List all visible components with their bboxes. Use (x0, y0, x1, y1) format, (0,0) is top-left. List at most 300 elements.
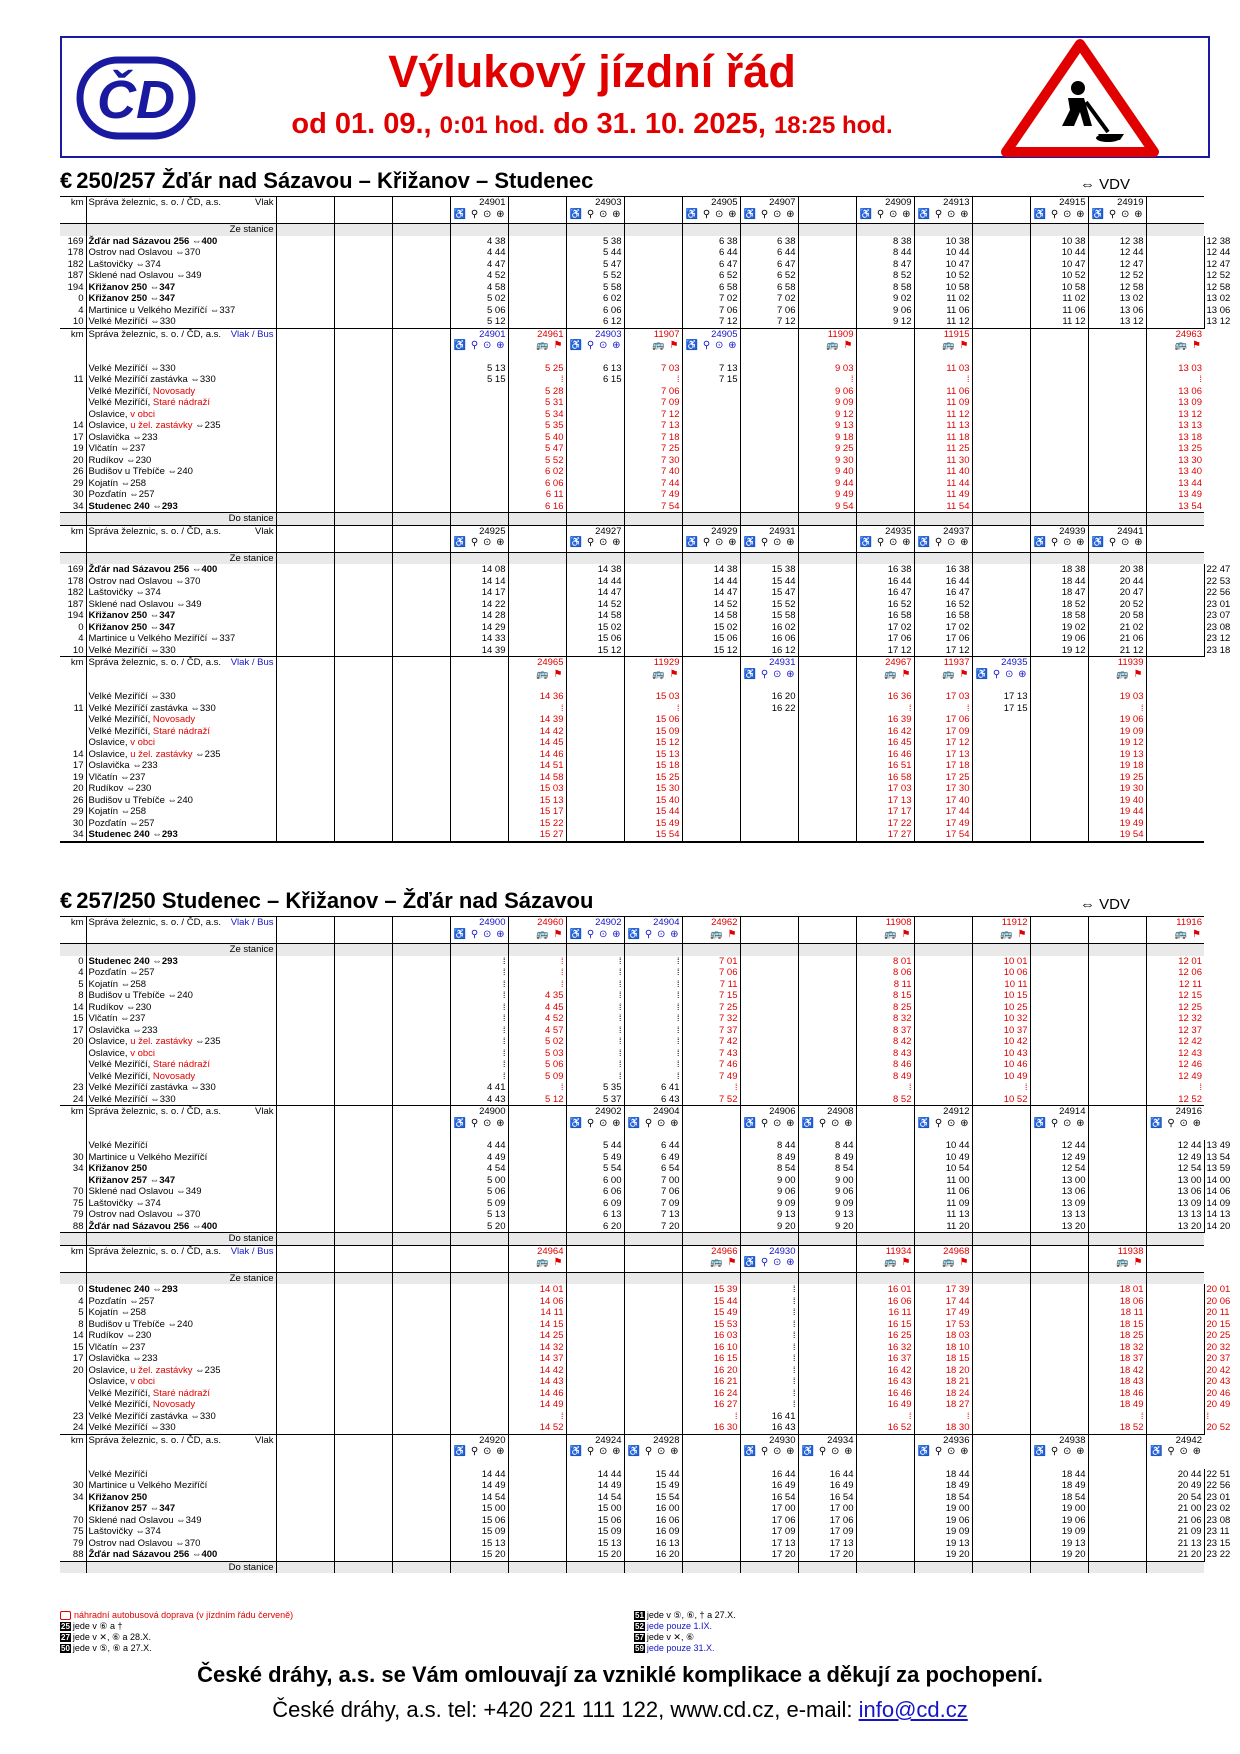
cell (682, 683, 740, 691)
cell (972, 1342, 1030, 1354)
station-name: Pozďatín ⇔257 (86, 967, 276, 979)
cell (798, 783, 856, 795)
table-row (60, 683, 1208, 691)
station-name: Žďár nad Sázavou 256 ⇔400 (86, 1221, 276, 1233)
station-name: Sklené nad Oslavou ⇔349 (86, 270, 276, 282)
cell (508, 576, 566, 588)
cell (798, 316, 856, 328)
departure-time: 19 54 (1088, 829, 1146, 842)
cell (334, 259, 392, 271)
departure-time: ⁞ (508, 979, 566, 991)
table-row (60, 599, 1208, 611)
cell (1088, 374, 1146, 386)
station-name: Ostrov nad Oslavou ⇔370 (86, 576, 276, 588)
cell (856, 1469, 914, 1481)
legend-item: 51 jede v ⑤, ⑥, † a 27.X. (635, 1610, 736, 1620)
cell (334, 328, 392, 355)
cell (740, 737, 798, 749)
departure-time: 9 54 (798, 501, 856, 513)
departure-time: 15 02 (566, 622, 624, 634)
departure-time: 7 02 (740, 293, 798, 305)
cell: 14 (72, 420, 84, 431)
cell (334, 760, 392, 772)
departure-time: 12 54 (1030, 1163, 1088, 1175)
departure-time: 18 11 (1088, 1307, 1146, 1319)
departure-time: 14 58 (682, 610, 740, 622)
cell (624, 599, 682, 611)
cell (1088, 1132, 1146, 1140)
cell (566, 760, 624, 772)
cell (856, 1526, 914, 1538)
cell (798, 1388, 856, 1400)
departure-time: 13 59 (1204, 1163, 1208, 1175)
train-number: 24914 ♿ ⚲ ⊙ ⊕ (1030, 1106, 1088, 1133)
cell (1146, 726, 1204, 738)
station-name: Oslavice, u žel. zastávky ⇔235 (86, 1036, 276, 1048)
cell (1030, 783, 1088, 795)
station-name: Křižanov 257 ⇔347 (86, 1503, 276, 1515)
cell (334, 1175, 392, 1187)
cell (334, 1152, 392, 1164)
legend-item: 27 jede v ✕, ⑥ a 28.X. (61, 1632, 152, 1642)
timetable-return (60, 916, 1231, 1573)
station-name: Velké Meziříčí zastávka ⇔330 (86, 374, 276, 386)
cell (392, 599, 450, 611)
departure-time: 13 06 (1030, 1186, 1088, 1198)
train-number: 24927 ♿ ⚲ ⊙ ⊕ (566, 525, 624, 552)
cell (276, 1233, 334, 1246)
cell (450, 501, 508, 513)
departure-time: 14 37 (508, 1353, 566, 1365)
table-row (60, 610, 1208, 622)
cell (1146, 783, 1204, 795)
train-number: 24938 ♿ ⚲ ⊙ ⊕ (1030, 1434, 1088, 1461)
station-name: Velké Meziříčí, Staré nádraží (86, 1059, 276, 1071)
cell (334, 1411, 392, 1423)
departure-time: 15 39 (682, 1284, 740, 1296)
cell (276, 247, 334, 259)
cell (1088, 1538, 1146, 1550)
departure-time: 16 45 (856, 737, 914, 749)
cell (740, 420, 798, 432)
cell (1088, 1233, 1146, 1246)
cell (1146, 657, 1204, 684)
cell (276, 691, 334, 703)
cell (450, 772, 508, 784)
station-name: Rudíkov ⇔230 (86, 1002, 276, 1014)
departure-time: 17 44 (914, 806, 972, 818)
cell (508, 1233, 566, 1246)
header-banner (60, 36, 1210, 158)
table-row (60, 1140, 1208, 1152)
cell (914, 956, 972, 968)
cell (392, 1221, 450, 1233)
cell (682, 513, 740, 526)
departure-time: 13 06 (1088, 305, 1146, 317)
cell (798, 564, 856, 576)
table-row (60, 1163, 1208, 1175)
cell (392, 737, 450, 749)
cell (972, 1186, 1030, 1198)
departure-time: 14 44 (450, 1469, 508, 1481)
cell (392, 1422, 450, 1434)
departure-time: 17 49 (914, 818, 972, 830)
cell (566, 1296, 624, 1308)
cell (334, 1469, 392, 1481)
cell (334, 355, 392, 363)
cell (450, 703, 508, 715)
cell (624, 1342, 682, 1354)
cell (334, 1132, 392, 1140)
departure-time: 15 49 (624, 818, 682, 830)
departure-time: 7 49 (624, 489, 682, 501)
departure-time: 12 25 (1146, 1002, 1204, 1014)
departure-time: 6 20 (566, 1221, 624, 1233)
departure-time: 17 27 (856, 829, 914, 842)
cell (450, 513, 508, 526)
train-number: 11934 🚌 ⚑ (856, 1245, 914, 1272)
departure-time: 15 40 (624, 795, 682, 807)
departure-time: 19 09 (1030, 1526, 1088, 1538)
cell (798, 1002, 856, 1014)
cell (914, 513, 972, 526)
legend-item: 59 jede pouze 31.X. (635, 1643, 715, 1653)
cell (1088, 944, 1146, 956)
cell (276, 829, 334, 842)
departure-time: 16 42 (856, 726, 914, 738)
cell (276, 1469, 334, 1481)
cell (1030, 917, 1088, 944)
email-link[interactable]: info@cd.cz (858, 1697, 968, 1722)
departure-time: 5 09 (450, 1198, 508, 1210)
departure-time: 11 06 (914, 1186, 972, 1198)
departure-time: 16 37 (856, 1353, 914, 1365)
table-row (60, 917, 1208, 944)
cell: Ze stanice (86, 224, 276, 236)
departure-time: 17 00 (740, 1503, 798, 1515)
cell (856, 1152, 914, 1164)
departure-time: ⁞ (740, 1284, 798, 1296)
cell (1030, 829, 1088, 842)
departure-time: 7 06 (682, 305, 740, 317)
departure-time: 5 20 (450, 1221, 508, 1233)
cell (1088, 1434, 1146, 1461)
cell (334, 386, 392, 398)
departure-time: 8 47 (856, 259, 914, 271)
table-row (60, 478, 1208, 490)
cell (334, 990, 392, 1002)
facilities-icon: ♿ ⚲ ⊙ ⊕ (743, 1446, 796, 1457)
cell (276, 1330, 334, 1342)
departure-time: 15 44 (740, 576, 798, 588)
cell (914, 944, 972, 956)
bus-icon: 🚌 ⚑ (1000, 928, 1028, 940)
departure-time: 9 40 (798, 466, 856, 478)
cell: Ze stanice (86, 1272, 276, 1284)
departure-time: 13 02 (1204, 293, 1208, 305)
departure-time: 9 06 (798, 386, 856, 398)
cell (566, 829, 624, 842)
departure-time: ⁞ (740, 1376, 798, 1388)
cell (972, 552, 1030, 564)
cell (86, 1461, 276, 1469)
cell (798, 1059, 856, 1071)
cell (276, 917, 334, 944)
cell (1088, 397, 1146, 409)
cell (60, 1388, 86, 1400)
cell (798, 1376, 856, 1388)
cell (392, 1296, 450, 1308)
departure-time: ⁞ (1146, 374, 1204, 386)
cell (682, 1461, 740, 1469)
cell (1030, 979, 1088, 991)
cell (566, 783, 624, 795)
departure-time: 5 47 (566, 259, 624, 271)
departure-time: 18 42 (1088, 1365, 1146, 1377)
cell (566, 501, 624, 513)
cell (1146, 1319, 1204, 1331)
train-number: 24968 🚌 ⚑ (914, 1245, 972, 1272)
cell (740, 944, 798, 956)
cell (1146, 1272, 1204, 1284)
departure-time: 14 32 (508, 1342, 566, 1354)
cell (392, 1561, 450, 1573)
departure-time: 7 12 (682, 316, 740, 328)
table-row (60, 1002, 1208, 1014)
departure-time: 10 47 (1030, 259, 1088, 271)
cell (682, 355, 740, 363)
cell (914, 967, 972, 979)
cell (60, 1175, 86, 1187)
cell (914, 1461, 972, 1469)
train-number: 24935 ♿ ⚲ ⊙ ⊕ (856, 525, 914, 552)
cell (566, 397, 624, 409)
departure-time: 6 15 (566, 374, 624, 386)
cell: 187 (67, 598, 84, 610)
cell (1088, 990, 1146, 1002)
departure-time: 18 52 (1030, 599, 1088, 611)
cell (740, 806, 798, 818)
cell (276, 443, 334, 455)
cell (566, 1132, 624, 1140)
cell (972, 305, 1030, 317)
departure-time: 16 39 (856, 714, 914, 726)
departure-time: 22 51 (1204, 1469, 1208, 1481)
departure-time: 9 03 (798, 363, 856, 375)
cell (856, 1233, 914, 1246)
cell (334, 1526, 392, 1538)
cell (392, 1461, 450, 1469)
cell (392, 683, 450, 691)
cell (972, 1411, 1030, 1423)
cell (566, 818, 624, 830)
cell (1088, 683, 1146, 691)
cell (392, 979, 450, 991)
table-row (60, 1538, 1208, 1550)
departure-time: 15 06 (450, 1515, 508, 1527)
table-row (60, 1198, 1208, 1210)
departure-time: ⁞ (450, 1048, 508, 1060)
cell: Správa železnic, s. o. / ČD, a.s. Vlak (86, 1434, 276, 1461)
departure-time: ⁞ (740, 1330, 798, 1342)
cell (624, 1296, 682, 1308)
cell (392, 409, 450, 421)
departure-time: 8 46 (856, 1059, 914, 1071)
cell (334, 1480, 392, 1492)
cell (334, 806, 392, 818)
facilities-icon: ♿ ⚲ ⊙ ⊕ (569, 1446, 622, 1457)
cell (334, 1399, 392, 1411)
departure-time: 12 11 (1146, 979, 1204, 991)
departure-time: 12 54 (1146, 1163, 1204, 1175)
cell (972, 478, 1030, 490)
departure-time: 5 54 (566, 1163, 624, 1175)
departure-time: 23 18 (1204, 645, 1208, 657)
departure-time: 15 53 (682, 1319, 740, 1331)
cell (856, 513, 914, 526)
cell (1088, 1209, 1146, 1221)
cell (276, 1071, 334, 1083)
cell (682, 466, 740, 478)
cell (1030, 1319, 1088, 1331)
cell (276, 1272, 334, 1284)
departure-time: 17 30 (914, 783, 972, 795)
departure-time: 8 01 (856, 956, 914, 968)
departure-time: 7 37 (682, 1025, 740, 1037)
departure-time: 8 11 (856, 979, 914, 991)
table-row (60, 1082, 1208, 1094)
cell (1030, 714, 1088, 726)
departure-time: 9 02 (856, 293, 914, 305)
cell (334, 236, 392, 248)
station-name: Laštovičky ⇔374 (86, 259, 276, 271)
departure-time: 12 42 (1146, 1036, 1204, 1048)
departure-time: ⁞ (508, 374, 566, 386)
departure-time: 8 52 (856, 1094, 914, 1106)
cell (1030, 1245, 1088, 1272)
cell (972, 1132, 1030, 1140)
cell (334, 455, 392, 467)
departure-time: 7 06 (624, 1186, 682, 1198)
cell (508, 564, 566, 576)
station-name: Velké Meziříčí, Staré nádraží (86, 1388, 276, 1400)
cell (508, 316, 566, 328)
cell (740, 1071, 798, 1083)
cell (566, 443, 624, 455)
legend-item: 25 jede v ⑥ a † (61, 1621, 123, 1631)
departure-time: 5 02 (450, 293, 508, 305)
cell (972, 397, 1030, 409)
departure-time: 16 06 (740, 633, 798, 645)
cell (392, 305, 450, 317)
bus-icon: 🚌 ⚑ (652, 340, 680, 351)
cell (392, 293, 450, 305)
cell (682, 489, 740, 501)
departure-time: 10 58 (1030, 282, 1088, 294)
cell (392, 1025, 450, 1037)
facilities-icon: ♿ ⚲ ⊙ ⊕ (917, 1117, 970, 1129)
cell (972, 224, 1030, 236)
departure-time: 7 43 (682, 1048, 740, 1060)
cell (856, 397, 914, 409)
cell (682, 1132, 740, 1140)
cell (392, 564, 450, 576)
cell (1088, 552, 1146, 564)
cell (276, 432, 334, 444)
cell (450, 552, 508, 564)
departure-time: ⁞ (450, 956, 508, 968)
cell (276, 1492, 334, 1504)
cell (682, 1272, 740, 1284)
table-row (60, 1434, 1208, 1461)
cell (508, 1526, 566, 1538)
cell: 187 (67, 270, 84, 281)
facilities-icon: ♿ ⚲ ⊙ ⊕ (1091, 208, 1144, 220)
cell (740, 795, 798, 807)
cell (972, 293, 1030, 305)
departure-time: 20 11 (1204, 1307, 1208, 1319)
departure-time: 14 42 (508, 726, 566, 738)
departure-time: 8 32 (856, 1013, 914, 1025)
facilities-icon: ♿ ⚲ ⊙ ⊕ (453, 1117, 506, 1129)
cell (508, 282, 566, 294)
cell (914, 1561, 972, 1573)
departure-time: 10 52 (1030, 270, 1088, 282)
cell (334, 1002, 392, 1014)
station-name: Pozďatín ⇔257 (86, 1296, 276, 1308)
cell (1088, 1198, 1146, 1210)
cell (972, 1330, 1030, 1342)
station-name: Sklené nad Oslavou ⇔349 (86, 1186, 276, 1198)
departure-time: 20 01 (1204, 1284, 1208, 1296)
cell (334, 443, 392, 455)
departure-time: 15 03 (624, 691, 682, 703)
departure-time: 13 49 (1204, 1140, 1208, 1152)
cell (392, 1209, 450, 1221)
table-row (60, 829, 1208, 842)
departure-time: 9 44 (798, 478, 856, 490)
cell (624, 1307, 682, 1319)
table-row (60, 1059, 1208, 1071)
cell (450, 829, 508, 842)
departure-time: 15 27 (508, 829, 566, 842)
departure-time: 11 12 (1030, 316, 1088, 328)
cell (1088, 1175, 1146, 1187)
departure-time: 10 44 (1030, 247, 1088, 259)
cell (798, 772, 856, 784)
departure-time: ⁞ (450, 1059, 508, 1071)
cell (914, 224, 972, 236)
cell (624, 197, 682, 224)
departure-time: 14 58 (566, 610, 624, 622)
cell (798, 795, 856, 807)
cell (682, 1175, 740, 1187)
cell (276, 795, 334, 807)
departure-time: 23 15 (1204, 1538, 1208, 1550)
departure-time: 8 42 (856, 1036, 914, 1048)
cell (392, 525, 450, 552)
departure-time: 21 12 (1088, 645, 1146, 657)
cell (1030, 328, 1088, 355)
cell (1146, 259, 1204, 271)
facilities-icon: ♿ ⚲ ⊙ ⊕ (685, 208, 738, 220)
cell (450, 657, 508, 684)
departure-time: 17 53 (914, 1319, 972, 1331)
facilities-icon: ♿ ⚲ ⊙ ⊕ (1150, 1117, 1202, 1129)
table-row (60, 432, 1208, 444)
table-row (60, 1365, 1208, 1377)
cell (798, 525, 856, 552)
